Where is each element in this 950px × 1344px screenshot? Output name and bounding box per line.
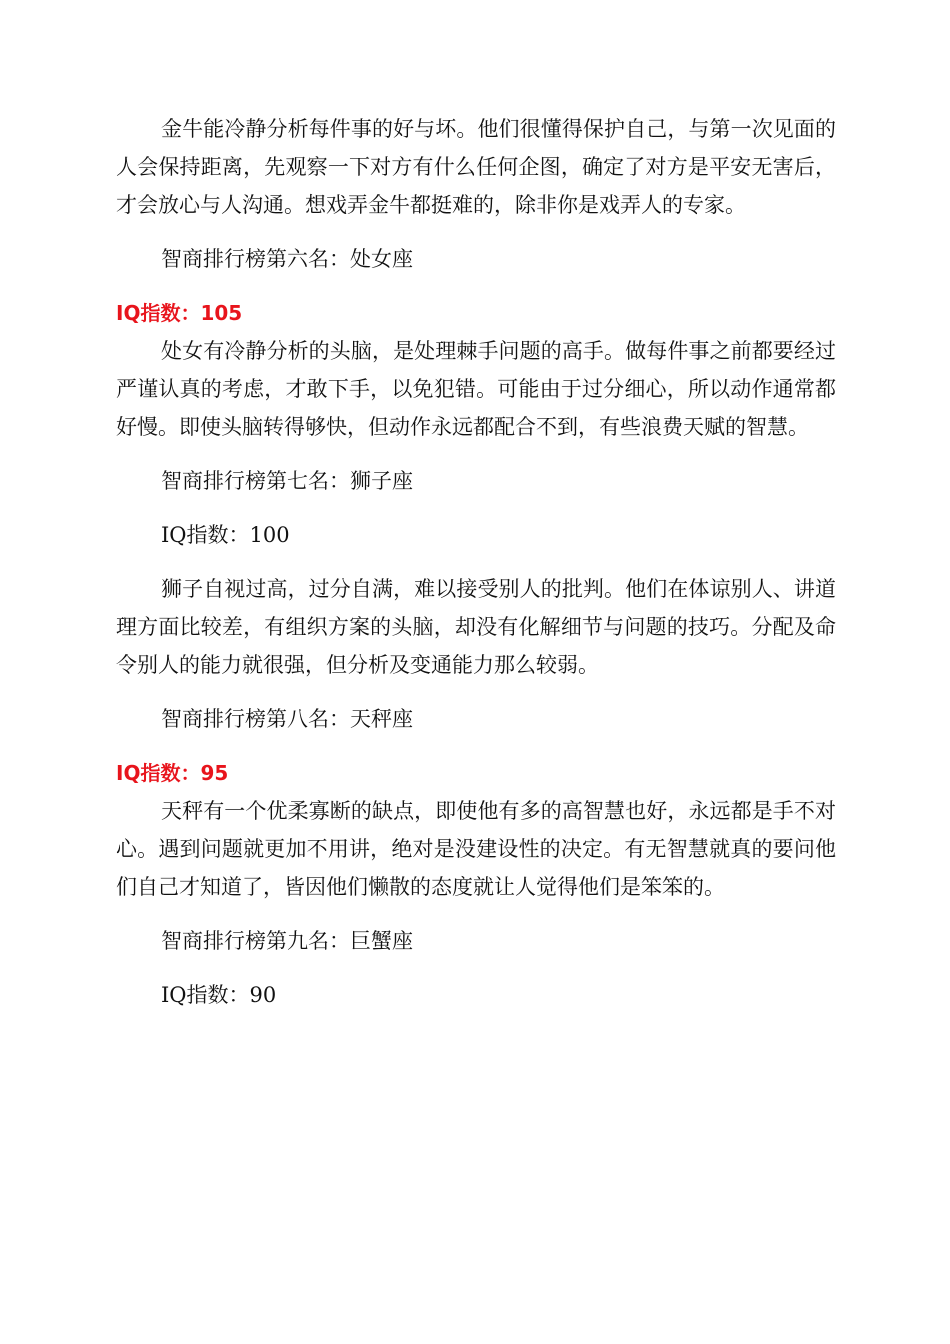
iq-score-6: IQ指数：105 bbox=[116, 301, 243, 325]
paragraph-taurus: 金牛能冷静分析每件事的好与坏。他们很懂得保护自己，与第一次见面的人会保持距离，先观察一下对方有什么任何企图，确定了对方是平安无害后，才会放心与人沟通。想戏弄金牛都挺难的，除非你是戏弄人的专家。 bbox=[116, 117, 836, 217]
iq-score-9: IQ指数：90 bbox=[161, 983, 277, 1007]
ranking-heading-7: 智商排行榜第七名：狮子座 bbox=[161, 469, 413, 493]
iq-score-8: IQ指数：95 bbox=[116, 761, 229, 785]
ranking-heading-8: 智商排行榜第八名：天秤座 bbox=[161, 707, 413, 731]
paragraph-leo: 狮子自视过高，过分自满，难以接受别人的批判。他们在体谅别人、讲道理方面比较差，有组织方案的头脑，却没有化解细节与问题的技巧。分配及命令别人的能力就很强，但分析及变通能力那么较弱。 bbox=[116, 577, 836, 677]
ranking-heading-9: 智商排行榜第九名：巨蟹座 bbox=[161, 929, 413, 953]
paragraph-virgo: 处女有冷静分析的头脑，是处理棘手问题的高手。做每件事之前都要经过严谨认真的考虑，才敢下手，以免犯错。可能由于过分细心，所以动作通常都好慢。即使头脑转得够快，但动作永远都配合不到，有些浪费天赋的智慧。 bbox=[116, 339, 836, 439]
iq-score-7: IQ指数：100 bbox=[161, 523, 290, 547]
ranking-heading-6: 智商排行榜第六名：处女座 bbox=[161, 247, 413, 271]
paragraph-libra: 天秤有一个优柔寡断的缺点，即使他有多的高智慧也好，永远都是手不对心。遇到问题就更加不用讲，绝对是没建设性的决定。有无智慧就真的要问他们自己才知道了，皆因他们懒散的态度就让人觉得他们是笨笨的。 bbox=[116, 799, 836, 899]
document-page bbox=[116, 110, 836, 1014]
